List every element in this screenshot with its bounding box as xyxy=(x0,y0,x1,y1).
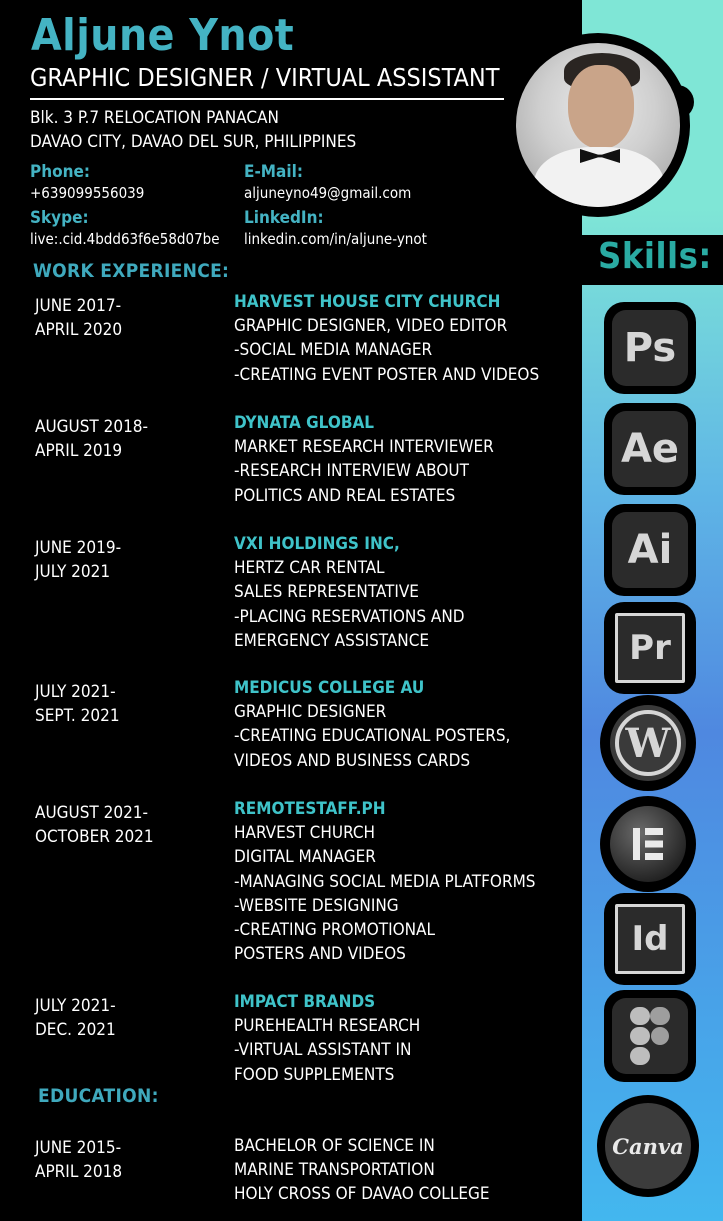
education-end: APRIL 2018 xyxy=(35,1162,123,1182)
job-1-dates xyxy=(35,294,122,342)
phone-value: +639099556039 xyxy=(30,184,145,202)
job-4-line: GRAPHIC DESIGNER xyxy=(234,702,387,723)
indesign-icon-label: Id xyxy=(615,904,685,974)
job-4-start: JULY 2021- xyxy=(35,682,116,702)
linkedin-label: LinkedIn: xyxy=(244,208,324,228)
job-5-line: POSTERS AND VIDEOS xyxy=(234,944,406,965)
premiere-pro-icon xyxy=(604,602,696,694)
photoshop-icon xyxy=(604,302,696,394)
education-dates xyxy=(35,1136,122,1184)
education-line: HOLY CROSS OF DAVAO COLLEGE xyxy=(234,1184,490,1205)
job-3-line: SALES REPRESENTATIVE xyxy=(234,582,419,603)
phone-label: Phone: xyxy=(30,162,90,182)
job-5-line: -CREATING PROMOTIONAL xyxy=(234,920,436,941)
education-entry xyxy=(234,1134,490,1207)
job-3-line: -PLACING RESERVATIONS AND xyxy=(234,606,465,627)
wordpress-icon xyxy=(600,695,696,791)
linkedin-value: linkedin.com/in/aljune-ynot xyxy=(244,230,427,248)
job-5-line: -WEBSITE DESIGNING xyxy=(234,895,399,916)
job-6-line: FOOD SUPPLEMENTS xyxy=(234,1064,395,1085)
job-6-end: DEC. 2021 xyxy=(35,1020,116,1040)
wordpress-logo xyxy=(608,703,688,783)
job-3-end: JULY 2021 xyxy=(35,562,111,582)
job-5-end: OCTOBER 2021 xyxy=(35,827,154,847)
resume-name: Aljune Ynot xyxy=(31,10,295,61)
job-4 xyxy=(234,676,510,773)
canva-logo xyxy=(603,1101,693,1191)
canva-icon xyxy=(597,1095,699,1197)
figma-logo xyxy=(628,1006,672,1066)
illustrator-icon xyxy=(604,504,696,596)
after-effects-icon-label: Ae xyxy=(612,411,688,487)
job-1-line: -CREATING EVENT POSTER AND VIDEOS xyxy=(234,364,540,385)
job-5 xyxy=(234,797,536,966)
job-5-line: HARVEST CHURCH xyxy=(234,823,376,844)
work-experience-heading: WORK EXPERIENCE: xyxy=(33,260,230,282)
job-6-dates xyxy=(35,994,116,1042)
job-5-line: DIGITAL MANAGER xyxy=(234,847,376,868)
job-3-line: HERTZ CAR RENTAL xyxy=(234,558,385,579)
job-2-line: MARKET RESEARCH INTERVIEWER xyxy=(234,437,494,458)
job-2-end: APRIL 2019 xyxy=(35,441,123,461)
wordpress-letter: W xyxy=(625,720,671,767)
job-6-start: JULY 2021- xyxy=(35,996,116,1016)
canva-wordmark: Canva xyxy=(612,1134,684,1159)
job-4-company: MEDICUS COLLEGE AU xyxy=(234,678,425,698)
job-5-dates xyxy=(35,801,154,849)
indesign-icon xyxy=(604,893,696,985)
job-2-company: DYNATA GLOBAL xyxy=(234,413,375,433)
job-5-company: REMOTESTAFF.PH xyxy=(234,799,386,819)
job-1-company: HARVEST HOUSE CITY CHURCH xyxy=(234,292,501,312)
email-value: aljuneyno49@gmail.com xyxy=(244,184,412,202)
job-3-start: JUNE 2019- xyxy=(35,538,122,558)
job-4-line: -CREATING EDUCATIONAL POSTERS, xyxy=(234,726,511,747)
job-1-start: JUNE 2017- xyxy=(35,296,122,316)
job-4-dates xyxy=(35,680,120,728)
profile-photo xyxy=(516,43,680,207)
job-1 xyxy=(234,290,539,387)
job-1-line: GRAPHIC DESIGNER, VIDEO EDITOR xyxy=(234,316,508,337)
address-line-2: DAVAO CITY, DAVAO DEL SUR, PHILIPPINES xyxy=(30,132,357,152)
job-3-dates xyxy=(35,536,121,584)
job-3-line: EMERGENCY ASSISTANCE xyxy=(234,630,430,651)
education-line: MARINE TRANSPORTATION xyxy=(234,1160,435,1181)
after-effects-icon xyxy=(604,403,696,495)
figma-icon xyxy=(604,990,696,1082)
skills-title: Skills: xyxy=(598,236,712,277)
illustrator-icon-label: Ai xyxy=(612,512,688,588)
figma-icon-tile xyxy=(612,998,688,1074)
email-label: E-Mail: xyxy=(244,162,303,182)
education-line: BACHELOR OF SCIENCE IN xyxy=(234,1136,435,1156)
job-4-end: SEPT. 2021 xyxy=(35,706,120,726)
job-2-start: AUGUST 2018- xyxy=(35,417,149,437)
job-6 xyxy=(234,990,420,1087)
job-5-start: AUGUST 2021- xyxy=(35,803,149,823)
job-6-line: PUREHEALTH RESEARCH xyxy=(234,1016,421,1037)
job-2-line: -RESEARCH INTERVIEW ABOUT xyxy=(234,461,469,482)
job-1-line: -SOCIAL MEDIA MANAGER xyxy=(234,340,433,361)
education-start: JUNE 2015- xyxy=(35,1138,122,1158)
address-line-1: Blk. 3 P.7 RELOCATION PANACAN xyxy=(30,108,279,128)
job-3-company: VXI HOLDINGS INC, xyxy=(234,534,400,554)
header-divider xyxy=(30,98,504,100)
job-4-line: VIDEOS AND BUSINESS CARDS xyxy=(234,750,471,771)
skype-value: live:.cid.4bdd63f6e58d07be xyxy=(30,230,220,248)
education-heading: EDUCATION: xyxy=(38,1085,159,1107)
job-2-line: POLITICS AND REAL ESTATES xyxy=(234,485,456,506)
job-5-line: -MANAGING SOCIAL MEDIA PLATFORMS xyxy=(234,871,536,892)
job-3 xyxy=(234,532,465,653)
job-2 xyxy=(234,411,494,508)
skype-label: Skype: xyxy=(30,208,89,228)
job-1-end: APRIL 2020 xyxy=(35,320,123,340)
resume-role: GRAPHIC DESIGNER / VIRTUAL ASSISTANT xyxy=(30,63,500,92)
job-2-dates xyxy=(35,415,148,463)
elementor-logo xyxy=(608,804,688,884)
job-6-line: -VIRTUAL ASSISTANT IN xyxy=(234,1040,412,1061)
job-6-company: IMPACT BRANDS xyxy=(234,992,376,1012)
premiere-pro-icon-label: Pr xyxy=(615,613,685,683)
elementor-icon xyxy=(600,796,696,892)
photoshop-icon-label: Ps xyxy=(612,310,688,386)
